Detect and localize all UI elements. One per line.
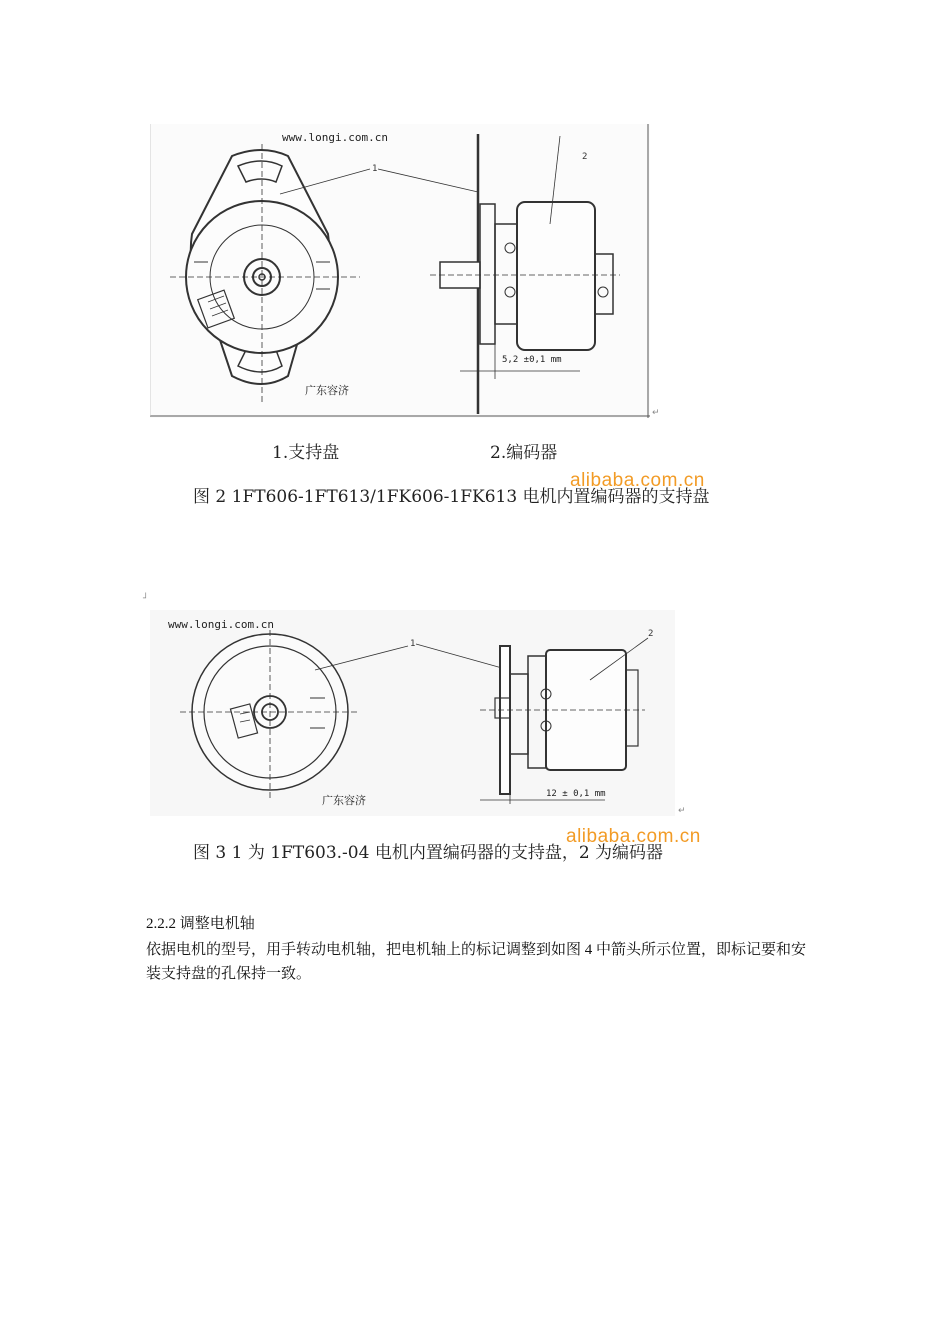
fig2-label-1: 1.支持盘	[272, 443, 340, 463]
fig3-watermark: alibaba.com.cn	[566, 826, 701, 847]
fig3-callout-1: 1	[410, 639, 416, 649]
fig3-anchor-mark: ↵	[678, 806, 686, 816]
fig2-label-2: 2.编码器	[490, 443, 558, 463]
figure-2-drawing	[150, 124, 650, 418]
fig2-caption: 图 2 1FT606-1FT613/1FK606-1FK613 电机内置编码器的支持盘	[193, 487, 710, 507]
fig2-watermark: alibaba.com.cn	[570, 470, 705, 491]
fig2-dimension: 5,2 ±0,1 mm	[502, 355, 562, 365]
fig2-company: 广东容济	[305, 384, 349, 397]
fig2-url: www.longi.com.cn	[282, 131, 388, 144]
fig2-anchor-mark: ↵	[652, 408, 660, 418]
section-paragraph: 依据电机的型号，用手转动电机轴，把电机轴上的标记调整到如图 4 中箭头所示位置，即标记要和安装支持盘的孔保持一致。	[146, 942, 807, 982]
fig2-callout-2: 2	[582, 152, 588, 162]
figure-3-image	[150, 610, 675, 816]
fig3-callout-2: 2	[648, 629, 654, 639]
empty-paragraph-mark: ┘	[143, 594, 149, 604]
section-heading: 2.2.2 调整电机轴	[146, 916, 255, 932]
figure-3-drawing	[150, 610, 675, 816]
fig3-company: 广东容济	[322, 794, 366, 807]
fig3-dimension: 12 ± 0,1 mm	[546, 789, 606, 799]
fig3-caption: 图 3 1 为 1FT603.-04 电机内置编码器的支持盘，2 为编码器	[193, 843, 664, 863]
fig3-url: www.longi.com.cn	[168, 618, 274, 631]
fig2-callout-1: 1	[372, 164, 378, 174]
figure-2-image	[150, 124, 650, 418]
